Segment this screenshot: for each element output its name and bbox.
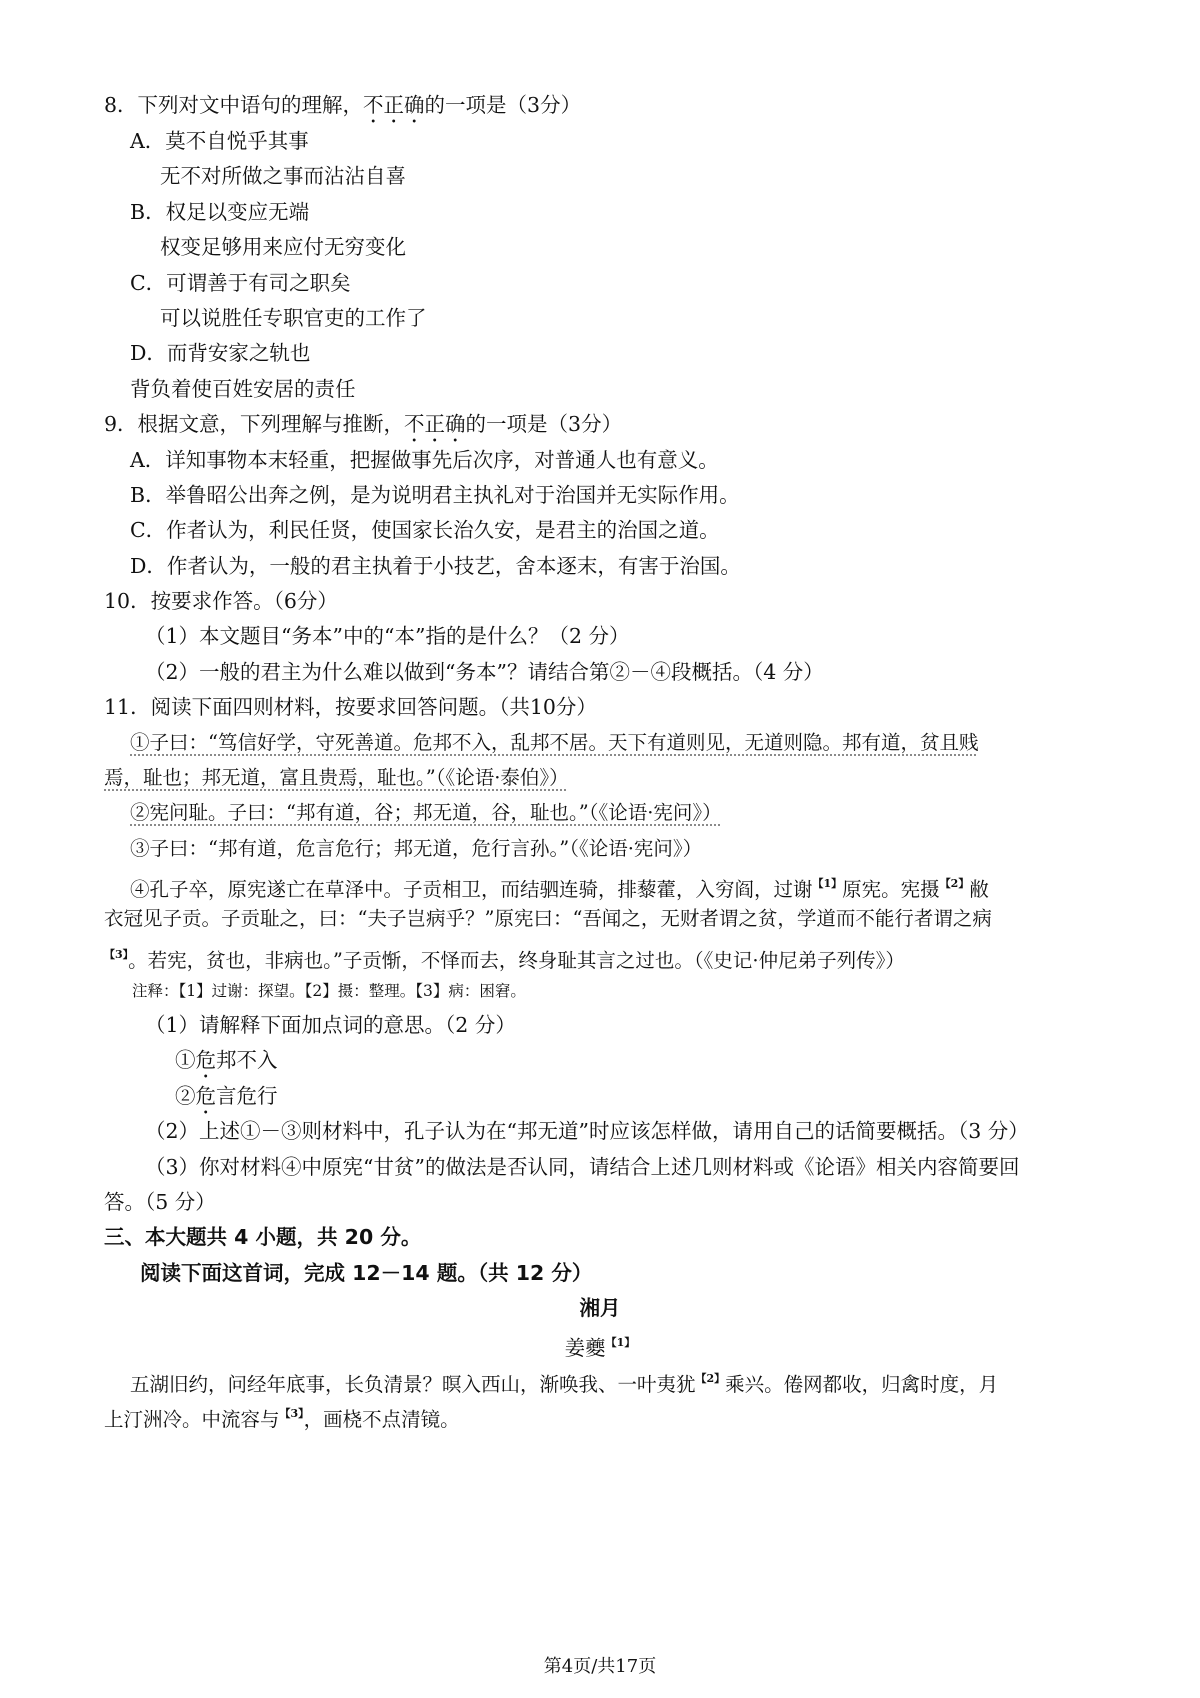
q8-option-b: B．权足以变应无端 [130, 200, 310, 224]
q11-material-4-line3: $^{【3】}$。若宪，贫也，非病也。”子贡惭，不怿而去，终身耻其言之过也。（《史记·仲尼弟子列传》） [104, 948, 905, 972]
section3-intro: 阅读下面这首词，完成 12－14 题。（共 12 分） [140, 1261, 593, 1285]
q11-sub1-item-b: ②危言危行 [175, 1084, 278, 1108]
q9-option-c: C．作者认为，利民任贤，使国家长治久安，是君主的治国之道。 [130, 518, 720, 542]
q11-material-3: ③子曰：“邦有道，危言危行；邦无道，危行言孙。”（《论语·宪问》） [130, 837, 703, 860]
q8-option-a: A．莫不自悦乎其事 [130, 129, 309, 153]
q9-option-b: B．举鲁昭公出奔之例，是为说明君主执礼对于治国并无实际作用。 [130, 483, 740, 507]
page-number: 第4页/共17页 [543, 1656, 657, 1677]
section3-heading: 三、本大题共 4 小题，共 20 分。 [104, 1225, 422, 1249]
q11-sub3-line1: （3）你对材料④中原宪“甘贫”的做法是否认同，请结合上述几则材料或《论语》相关内容简要回 [145, 1155, 1020, 1179]
q11-sub1-item-a: ①危邦不入 [175, 1048, 278, 1072]
q11-material-4-line2: 衣冠见子贡。子贡耻之，曰：“夫子岂病乎？”原宪曰：“吾闻之，无财者谓之贫，学道而不能行者谓之病 [104, 907, 992, 930]
q8-option-d: D．而背安家之轨也 [130, 341, 311, 365]
q8-stem: 8．下列对文中语句的理解，不正确的一项是（3分） [104, 93, 582, 117]
q10-sub1: （1）本文题目“务本”中的“本”指的是什么？（2 分） [145, 624, 630, 648]
q11-notes: 注释：【1】过谢：探望。【2】摄：整理。【3】病：困窘。 [132, 982, 526, 1000]
q11-stem: 11．阅读下面四则材料，按要求回答问题。（共10分） [104, 695, 597, 719]
q8-option-d-meaning: 背负着使百姓安居的责任 [130, 377, 356, 401]
q8-option-c: C．可谓善于有司之职矣 [130, 271, 351, 295]
q11-sub1: （1）请解释下面加点词的意思。（2 分） [145, 1013, 516, 1037]
q10-stem: 10．按要求作答。（6分） [104, 589, 338, 613]
q11-material-4-line1: ④孔子卒，原宪遂亡在草泽中。子贡相卫，而结驷连骑，排藜藿，入穷阎，过谢$^{【1】}$原宪。宪摄$^{【2】}$敝 [130, 877, 989, 901]
poem-line-1: 五湖旧约，问经年底事，长负清景？暝入西山，渐唤我、一叶夷犹$^{【2】}$乘兴。倦网都收，归禽时度，月 [130, 1372, 999, 1396]
q11-material-1-line2: 焉，耻也；邦无道，富且贵焉，耻也。”（《论语·泰伯》） [104, 766, 569, 789]
q11-material-1-line1: ①子曰：“笃信好学，守死善道。危邦不入，乱邦不居。天下有道则见，无道则隐。邦有道，贫且贱 [130, 731, 979, 754]
q9-stem: 9．根据文意，下列理解与推断，不正确的一项是（3分） [104, 412, 623, 436]
q11-sub3-line2: 答。（5 分） [104, 1190, 216, 1214]
poem-line-2: 上汀洲冷。中流容与$^{【3】}$，画桡不点清镜。 [104, 1407, 460, 1431]
q11-sub2: （2）上述①－③则材料中，孔子认为在“邦无道”时应该怎样做，请用自己的话简要概括。（3 分） [145, 1119, 1029, 1143]
poem-title: 湘月 [579, 1296, 621, 1320]
q8-option-a-meaning: 无不对所做之事而沾沾自喜 [160, 164, 406, 188]
q11-material-2: ②宪问耻。子曰：“邦有道，谷；邦无道，谷，耻也。”（《论语·宪问》） [130, 801, 722, 824]
q10-sub2: （2）一般的君主为什么难以做到“务本”？请结合第②－④段概括。（4 分） [145, 660, 824, 684]
q8-option-b-meaning: 权变足够用来应付无穷变化 [160, 235, 406, 259]
q9-option-d: D．作者认为，一般的君主执着于小技艺，舍本逐末，有害于治国。 [130, 554, 741, 578]
q9-option-a: A．详知事物本末轻重，把握做事先后次序，对普通人也有意义。 [130, 448, 719, 472]
poem-author: 姜夔$^{【1】}$ [564, 1336, 636, 1360]
q8-option-c-meaning: 可以说胜任专职官吏的工作了 [160, 306, 427, 330]
